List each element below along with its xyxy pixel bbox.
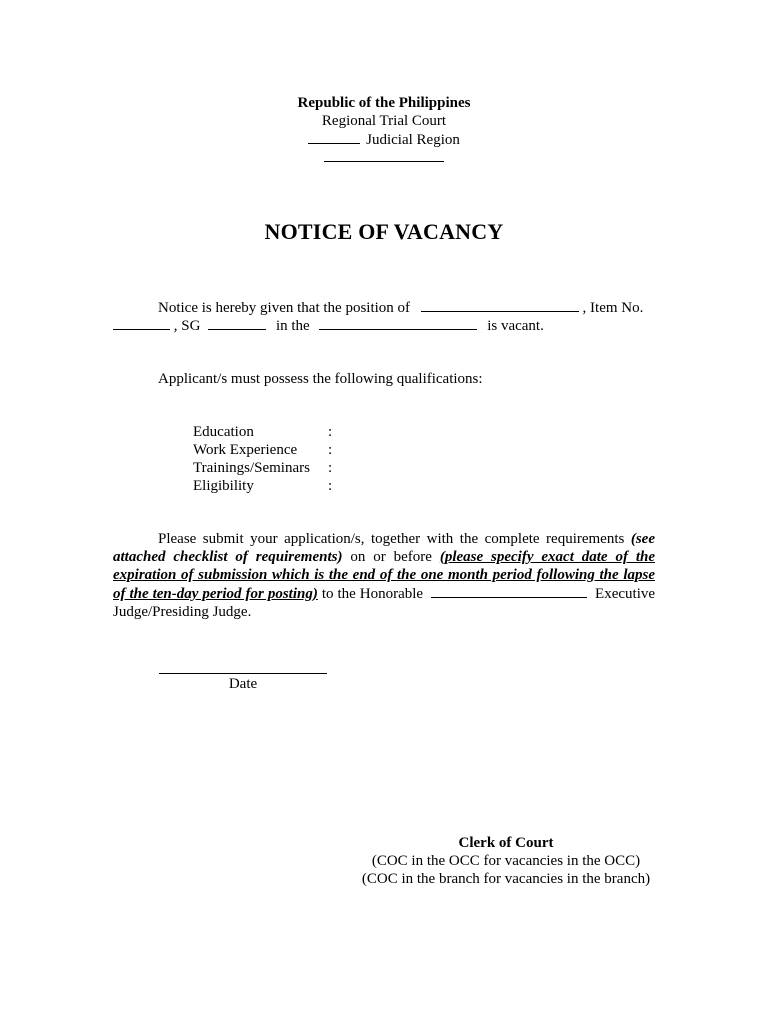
region-blank	[308, 130, 360, 144]
header-region	[0, 130, 768, 148]
notice-line-2	[113, 316, 544, 335]
sg-blank	[208, 316, 266, 330]
submit-text-2: on or before	[350, 549, 432, 565]
clerk-of-court: Clerk of Court	[458, 835, 554, 851]
header-branch	[0, 148, 768, 166]
qualification-row: Education :	[193, 424, 333, 440]
submission-paragraph	[113, 530, 655, 621]
qualification-row: Trainings/Seminars :	[193, 460, 333, 476]
date-label: Date	[228, 676, 258, 692]
notice-text-3: , SG	[173, 318, 201, 334]
header-republic: Republic of the Philippines	[297, 95, 471, 111]
item-no-blank	[113, 316, 170, 330]
submit-text-3: to the Honorable	[321, 586, 424, 602]
submit-text-1: Please submit your application/s, together with the complete requirements	[158, 531, 625, 547]
qualifications-list	[193, 423, 332, 495]
notice-text-2: , Item No.	[582, 300, 644, 316]
submit-text-4: Executive Judge/Presiding Judge.	[113, 586, 656, 620]
notice-text-4: in the	[275, 318, 310, 334]
qualification-row: Work Experience :	[193, 442, 333, 458]
judge-blank	[431, 584, 587, 598]
notice-text-5: is vacant.	[487, 318, 544, 334]
qualification-row: Eligibility :	[193, 478, 333, 494]
office-blank	[319, 316, 477, 330]
branch-blank	[324, 148, 444, 162]
position-blank	[421, 298, 579, 312]
signature-note-branch: (COC in the branch for vacancies in the branch)	[361, 871, 651, 887]
region-label: Judicial Region	[366, 132, 460, 148]
submit-checklist-note: (see attached checklist of requirements)	[113, 531, 655, 565]
submit-deadline-note: (please specify exact date of the expiration of submission which is the end of the one month period following the lapse of the ten-day period for posting)	[113, 549, 656, 602]
header-court: Regional Trial Court	[321, 113, 447, 129]
date-signature-line	[159, 673, 327, 674]
signature-block	[356, 834, 656, 888]
signature-note-occ: (COC in the OCC for vacancies in the OCC)	[371, 853, 641, 869]
document-header	[0, 94, 768, 166]
notice-line-1	[113, 298, 655, 317]
notice-text-1: Notice is hereby given that the position of	[158, 300, 411, 316]
document-title: NOTICE OF VACANCY	[264, 219, 504, 244]
qualifications-intro: Applicant/s must possess the following qualifications:	[158, 371, 483, 387]
